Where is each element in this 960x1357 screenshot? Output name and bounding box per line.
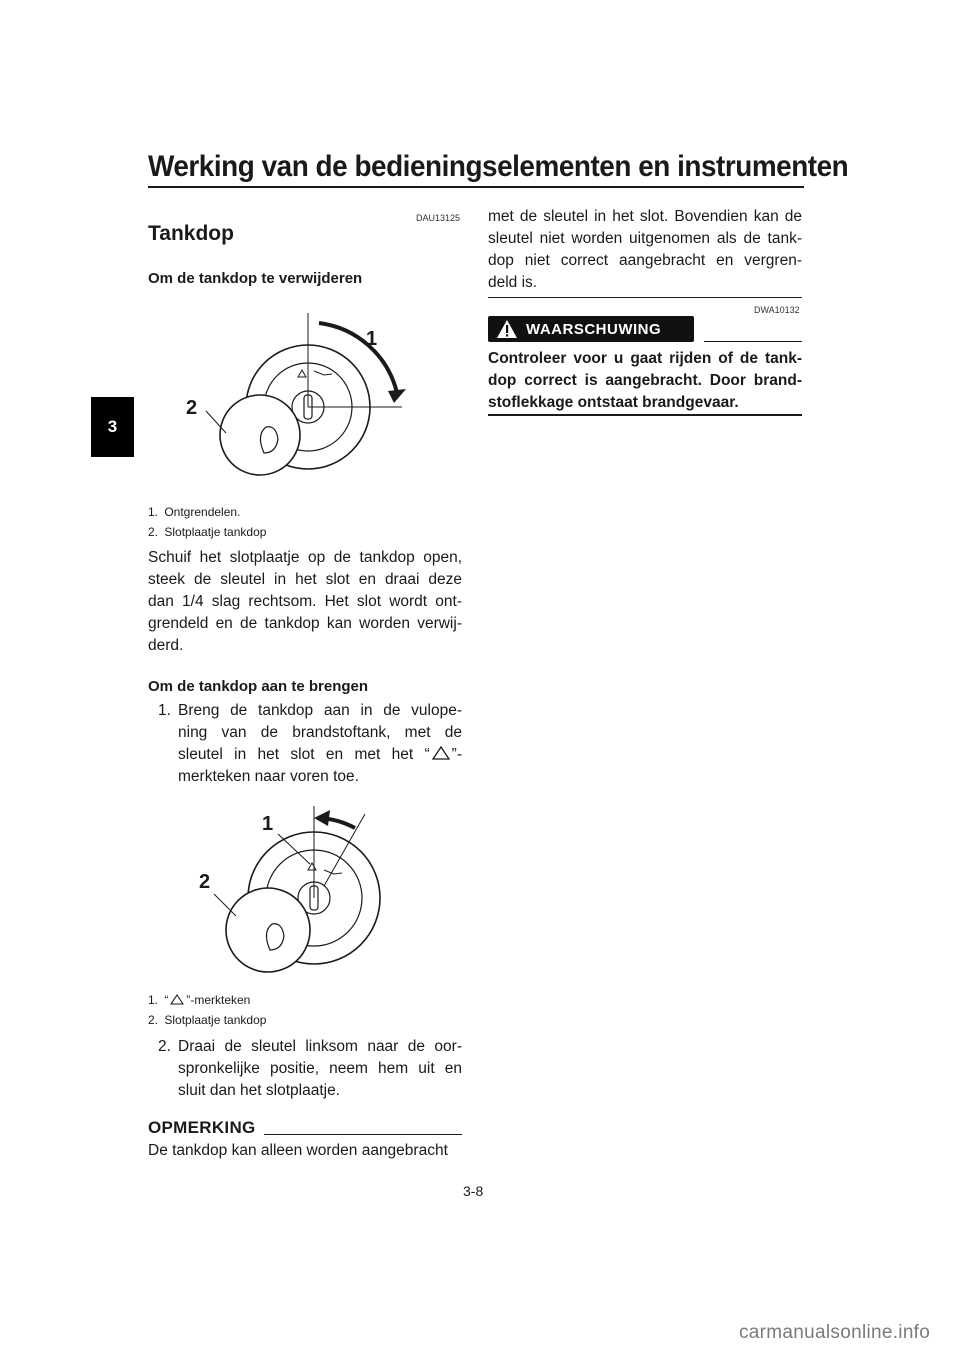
fuel-cap-unlock-figure [180,305,420,500]
text-line: Schuif het slotplaatje op de tankdop open, [148,549,462,566]
warning-label: WAARSCHUWING [526,320,662,338]
text-line: dop niet correct aangebracht en vergren- [488,252,802,269]
figure-label-2: 2 [186,397,198,419]
step-number: 1. [158,702,171,719]
subheading-remove: Om de tankdop te verwijderen [148,270,363,287]
figure-label-1: 1 [366,328,378,350]
caption-item: Ontgrendelen. [164,505,241,519]
page-number: 3-8 [463,1183,484,1199]
text-line: sleutel niet worden uitgenomen als de tank- [488,230,802,247]
caption-item: Slotplaatje tankdop [164,1013,267,1027]
caption-text: “ [164,993,169,1007]
chapter-title: Werking van de bedieningselementen en instrumenten [148,150,849,183]
section-code: DAU13125 [416,213,461,223]
fuel-cap-install-figure [190,800,400,980]
text-fragment: ”- [451,746,462,763]
install-step-2 [158,1036,462,1102]
text-line: grendeld en de tankdop kan worden verwij- [148,615,462,632]
text-line: Draai de sleutel linksom naar de oor- [178,1038,462,1055]
text-line: ning van de brandstoftank, met de [178,724,462,741]
caption-number: 2. [148,1013,159,1027]
text-line: dan 1/4 slag rechtsom. Het slot wordt ont- [148,593,462,610]
title-divider [148,186,804,188]
note-rule [264,1134,462,1135]
figure-label-1: 1 [262,813,274,835]
caption-item: Slotplaatje tankdop [164,525,267,539]
install-step-1 [158,700,462,788]
step-number: 2. [158,1038,171,1055]
figure-2-caption [148,990,266,1030]
watermark: carmanualsonline.info [739,1322,931,1343]
warning-end-rule [488,414,802,416]
text-fragment: sleutel in het slot en met het “ [178,746,430,763]
note-end-rule [488,297,802,298]
remove-instructions [148,547,462,657]
text-line: Controleer voor u gaat rijden of de tank- [488,350,802,367]
text-line: steek de sleutel in het slot en draai deze [148,571,462,588]
warning-badge [488,316,694,342]
warning-code: DWA10132 [754,305,800,315]
warning-text [488,348,802,414]
caption-text: ”-merkteken [186,993,251,1007]
caption-number: 2. [148,525,159,539]
text-line: merkteken naar voren toe. [178,768,359,785]
triangle-mark-icon [432,746,450,760]
caption-number: 1. [148,505,159,519]
rotation-arrow-head [314,810,330,826]
warning-icon [496,319,518,339]
figure-1-caption [148,502,266,542]
subheading-install: Om de tankdop aan te brengen [148,678,369,695]
note-heading: OPMERKING [148,1118,256,1137]
section-heading: Tankdop [148,222,234,245]
text-line: sluit dan het slotplaatje. [178,1082,340,1099]
note-continuation [488,206,802,294]
text-line: derd. [148,637,184,654]
triangle-mark-icon [170,994,184,1005]
rotation-arrow-head [388,389,406,403]
lock-plate [220,395,300,475]
text-line: dop correct is aangebracht. Door brand- [488,372,802,389]
caption-number: 1. [148,993,159,1007]
text-line [178,744,462,766]
text-line: deld is. [488,274,538,291]
text-line: Breng de tankdop aan in de vulope- [178,702,462,719]
note-text: De tankdop kan alleen worden aangebracht [148,1142,448,1159]
figure-label-2: 2 [199,871,211,893]
note-heading-row [148,1118,462,1138]
text-line: met de sleutel in het slot. Bovendien kan de [488,208,802,225]
warning-header-rule [704,341,802,342]
text-line: stoflekkage ontstaat brandgevaar. [488,394,739,411]
warning-header [488,316,802,342]
chapter-tab: 3 [91,397,134,457]
text-line: spronkelijke positie, neem hem uit en [178,1060,462,1077]
